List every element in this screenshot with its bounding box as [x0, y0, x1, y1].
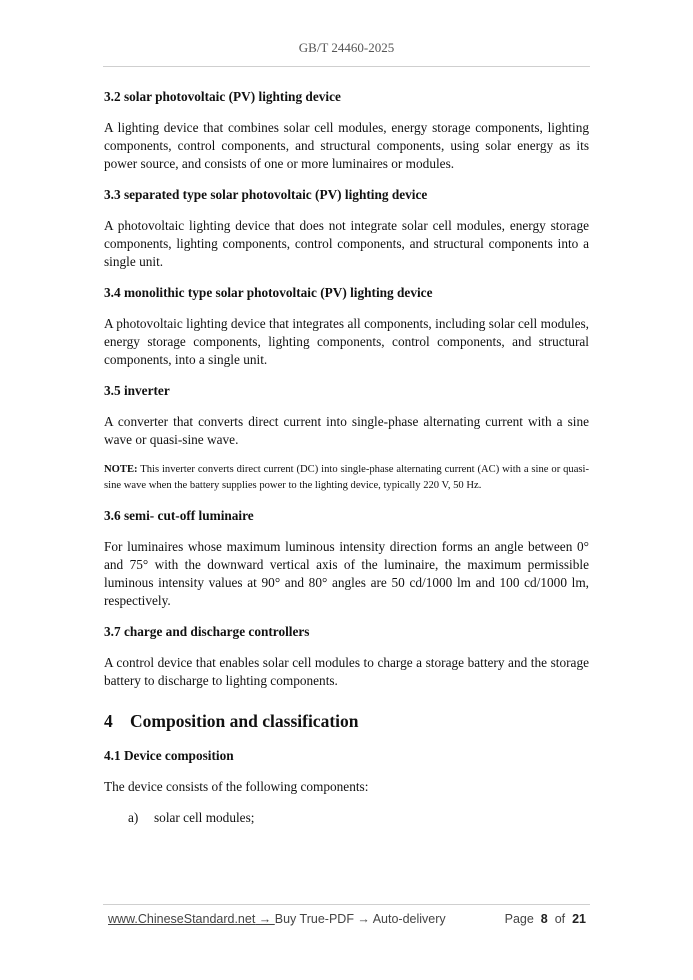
header-divider — [103, 66, 590, 67]
footer-promo — [108, 912, 446, 926]
buy-pdf-text: Buy True-PDF — [274, 912, 354, 926]
arrow-icon: → — [353, 912, 373, 926]
subsection-intro: The device consists of the following components: — [104, 779, 369, 794]
website-link-text: www.ChineseStandard.net — [108, 912, 256, 926]
term-heading: 3.5 inverter — [104, 383, 170, 398]
list-item — [128, 809, 589, 827]
page-of: of — [554, 912, 566, 926]
section-number: 4 — [104, 711, 113, 731]
section-title: Composition and classification — [130, 711, 359, 731]
term-definition: A photovoltaic lighting device that integrates all components, including solar cell modules, energy storage components, lighting components, control components, and structural components, into a single unit. — [104, 316, 589, 367]
section-heading — [104, 710, 589, 732]
subsection-heading: 4.1 Device composition — [104, 748, 234, 763]
footer-divider — [103, 904, 590, 905]
term-heading: 3.7 charge and discharge controllers — [104, 624, 310, 639]
term-heading: 3.4 monolithic type solar photovoltaic (PV) lighting device — [104, 285, 433, 300]
term-definition: A converter that converts direct current into single-phase alternating current with a sine wave or quasi-sine wave. — [104, 414, 589, 447]
running-header: GB/T 24460-2025 — [298, 40, 395, 55]
website-link[interactable] — [108, 912, 275, 926]
arrow-icon: → — [255, 912, 275, 926]
page-total: 21 — [572, 912, 586, 926]
page-label: Page — [504, 912, 534, 926]
list-item-text: solar cell modules; — [154, 810, 255, 825]
term-note — [104, 462, 589, 494]
term-heading: 3.6 semi- cut-off luminaire — [104, 508, 254, 523]
list-marker: a) — [128, 810, 139, 825]
auto-delivery-text: Auto-delivery — [372, 912, 446, 926]
term-heading: 3.2 solar photovoltaic (PV) lighting device — [104, 89, 341, 104]
term-definition: A photovoltaic lighting device that does not integrate solar cell modules, energy storage components, lighting components, control components, and structural components into a single unit. — [104, 218, 589, 269]
document-body — [104, 88, 589, 827]
term-definition: For luminaires whose maximum luminous intensity direction forms an angle between 0° and 75° with the downward vertical axis of the luminaire, the maximum permissible luminous intensity values at 90° and 80° angles are 50 cd/1000 lm and 100 cd/1000 lm, respectively. — [104, 539, 589, 608]
term-heading: 3.3 separated type solar photovoltaic (PV) lighting device — [104, 187, 428, 202]
term-definition: A lighting device that combines solar cell modules, energy storage components, lighting components, control components, and structural components, using solar energy as its power source, and consists of one or more luminaires or modules. — [104, 120, 589, 171]
page-current: 8 — [540, 912, 548, 926]
page-indicator — [505, 912, 586, 926]
note-text: This inverter converts direct current (DC) into single-phase alternating current (AC) with a sine or quasi-sine wave when the battery supplies power to the lighting device, typically 220 V, 50 Hz. — [104, 464, 589, 491]
term-definition: A control device that enables solar cell modules to charge a storage battery and the storage battery to discharge to lighting components. — [104, 655, 589, 688]
note-label: NOTE: — [104, 464, 138, 475]
